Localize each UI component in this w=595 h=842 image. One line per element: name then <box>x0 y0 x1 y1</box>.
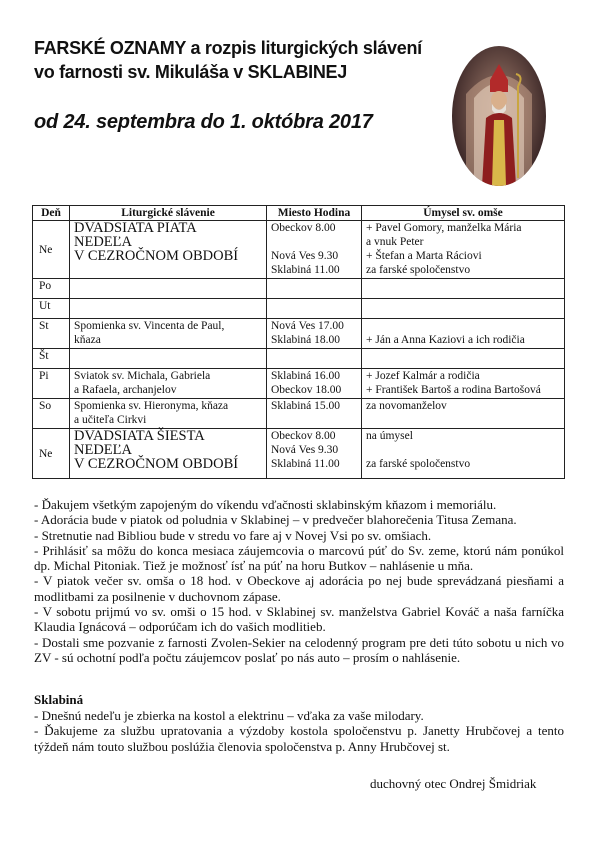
table-row <box>33 319 565 349</box>
liturgy-cell <box>70 279 267 299</box>
sklabina-announcements <box>34 708 564 754</box>
announcement-item: - Adorácia bude v piatok od poludnia v Sklabinej – v predvečer blahorečenia Titusa Zemana. <box>34 512 517 528</box>
intention-cell: na úmysel za farské spoločenstvo <box>362 429 565 479</box>
intention-cell <box>362 349 565 369</box>
liturgy-cell: Sviatok sv. Michala, Gabriela a Rafaela, archanjelov <box>70 369 267 399</box>
liturgy-cell: Spomienka sv. Vincenta de Paul, kňaza <box>70 319 267 349</box>
day-cell: Pi <box>33 369 70 399</box>
intention-cell: za novomanželov <box>362 399 565 429</box>
column-header-day: Deň <box>33 206 70 221</box>
liturgy-cell <box>70 349 267 369</box>
announcements <box>34 497 564 665</box>
intention-cell: + Jozef Kalmár a rodičia + František Bartoš a rodina Bartošová <box>362 369 565 399</box>
table-row <box>33 279 565 299</box>
table-row <box>33 349 565 369</box>
table-row <box>33 429 565 479</box>
liturgy-cell: Spomienka sv. Hieronyma, kňaza a učiteľa Cirkvi <box>70 399 267 429</box>
table-row <box>33 299 565 319</box>
table-row <box>33 369 565 399</box>
day-cell: Ne <box>33 221 70 279</box>
day-cell: So <box>33 399 70 429</box>
place-time-cell: Nová Ves 17.00 Sklabiná 18.00 <box>267 319 362 349</box>
announcement-item: - V sobotu prijmú vo sv. omši o 15 hod. v Sklabinej sv. manželstva Gabriel Kováč a naša farníčka Klaudia Ignácová – odporúčam ich do vašich modlitieb. <box>34 604 564 635</box>
table-row <box>33 221 565 279</box>
place-time-cell <box>267 349 362 369</box>
place-time-cell: Obeckov 8.00 Nová Ves 9.30 Sklabiná 11.00 <box>267 221 362 279</box>
liturgy-cell <box>70 299 267 319</box>
day-cell: Ut <box>33 299 70 319</box>
place-time-cell <box>267 279 362 299</box>
day-cell: Št <box>33 349 70 369</box>
table-row <box>33 399 565 429</box>
announcement-item: - Prihlásiť sa môžu do konca mesiaca záujemcovia o marcovú púť do Sv. zeme, ktorú nám ponúkol dp. Michal Pitoniak. Tiež je možnosť ísť na púť na horu Butkov – nahlásenie u mňa. <box>34 542 564 574</box>
table-header-row <box>33 206 565 221</box>
place-time-cell: Sklabiná 15.00 <box>267 399 362 429</box>
sklabina-heading: Sklabiná <box>34 692 84 707</box>
announcement-item: - Dostali sme pozvanie z farnosti Zvolen-Sekier na celodenný program pre deti túto sobotu u nich vo ZV - sú ochotní podľa počtu záujemcov poslať po nás auto – prosím o nahlásenie. <box>34 634 564 665</box>
column-header-place-time: Miesto Hodina <box>267 206 362 221</box>
saint-nicholas-image <box>452 46 546 186</box>
day-cell: St <box>33 319 70 349</box>
intention-cell <box>362 279 565 299</box>
day-cell: Ne <box>33 429 70 479</box>
place-time-cell <box>267 299 362 319</box>
title-line-2: vo farnosti sv. Mikuláša v SKLABINEJ <box>34 62 347 82</box>
schedule-table <box>32 205 565 479</box>
day-cell: Po <box>33 279 70 299</box>
intention-cell: + Ján a Anna Kaziovi a ich rodičia <box>362 319 565 349</box>
place-time-cell: Obeckov 8.00 Nová Ves 9.30 Sklabiná 11.00 <box>267 429 362 479</box>
announcement-item: - Stretnutie nad Bibliou bude v stredu vo fare aj v Novej Vsi po sv. omšiach. <box>34 527 432 543</box>
announcement-item: - Ďakujem všetkým zapojeným do víkendu vďačnosti sklabinským kňazom i memoriálu. <box>34 497 497 512</box>
liturgy-cell: DVADSIATA PIATA NEDEĽA V CEZROČNOM OBDOBÍ <box>70 221 267 279</box>
liturgy-cell: DVADSIATA ŠIESTA NEDEĽA V CEZROČNOM OBDOBÍ <box>70 429 267 479</box>
place-time-cell: Sklabiná 16.00 Obeckov 18.00 <box>267 369 362 399</box>
intention-cell: + Pavel Gomory, manželka Mária a vnuk Peter + Štefan a Marta Ráciovi za farské spoločenstvo <box>362 221 565 279</box>
sklabina-item: - Dnešnú nedeľu je zbierka na kostol a elektrinu – vďaka za vaše milodary. <box>34 708 424 723</box>
announcement-item: - V piatok večer sv. omša o 18 hod. v Obeckove aj adorácia po nej bude sprevádzaná piesňami a modlitbami za posilnenie v duchovnom zápase. <box>34 573 564 604</box>
column-header-intention: Úmysel sv. omše <box>362 206 565 221</box>
signature: duchovný otec Ondrej Šmidriak <box>370 776 537 791</box>
title-line-1: FARSKÉ OZNAMY a rozpis liturgických slávení <box>34 38 422 58</box>
intention-cell <box>362 299 565 319</box>
sklabina-item: - Ďakujeme za službu upratovania a výzdoby kostola spoločenstvu p. Janetty Hrubčovej a tento týždeň nám touto službou poslúžia členovia spoločenstva p. Anny Hrubčovej st. <box>34 723 564 754</box>
column-header-liturgy: Liturgické slávenie <box>70 206 267 221</box>
date-range: od 24. septembra do 1. októbra 2017 <box>34 111 373 133</box>
